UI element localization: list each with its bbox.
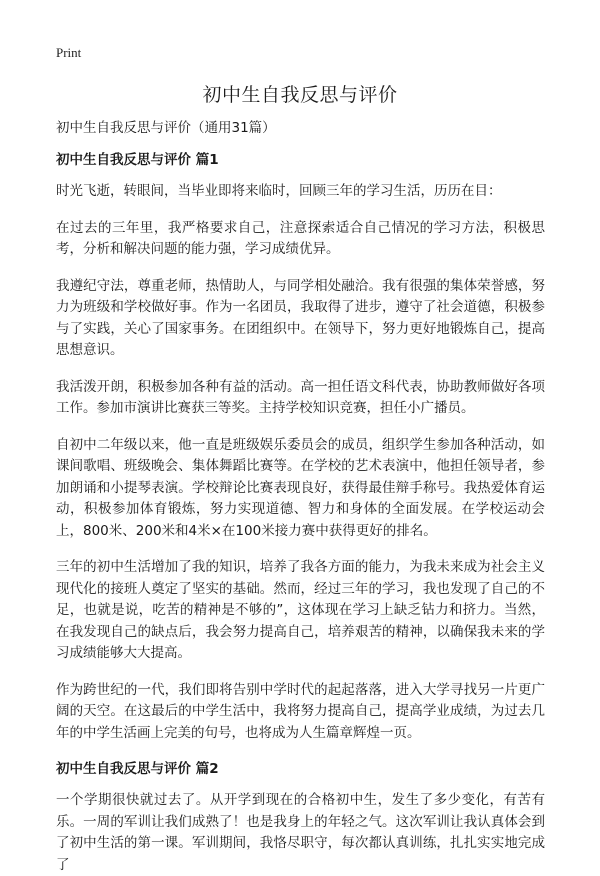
paragraph: 作为跨世纪的一代，我们即将告别中学时代的起起落落，进入大学寻找另一片更广阔的天空。在这最后的中学生活中，我将努力提高自己，提高学业成绩，为过去几年的中学生活画上完美的句号，也将成为人生篇章辉煌一页。 bbox=[56, 681, 545, 741]
paragraph: 我遵纪守法，尊重老师，热情助人，与同学相处融洽。我有很强的集体荣誉感，努力为班级和学校做好事。作为一名团员，我取得了进步，遵守了社会道德，积极参与了实践，关心了国家事务。在团组织中。在领导下，努力更好地锻炼自己，提高思想意识。 bbox=[56, 277, 545, 358]
paragraph: 三年的初中生活增加了我的知识，培养了我各方面的能力，为我未来成为社会主义现代化的接班人奠定了坚实的基础。然而，经过三年的学习，我也发现了自己的不足，也就是说，吃苦的精神是不够的”，这体现在学习上缺乏钻力和挤力。当然，在我发现自己的缺点后，我会努力提高自己，培养艰苦的精神，以确保我未来的学习成绩能够大大提高。 bbox=[56, 559, 545, 661]
section-heading: 初中生自我反思与评价 篇2 bbox=[56, 761, 219, 777]
paragraph: 一个学期很快就过去了。从开学到现在的合格初中生，发生了多少变化，有苦有乐。一周的军训让我们成熟了！也是我身上的年轻之气。这次军训让我认真体会到了初中生活的第一课。军训期间，我恪尽职守，每次都认真训练，扎扎实实地完成了 bbox=[56, 792, 545, 873]
paragraph: 在过去的三年里，我严格要求自己，注意探索适合自己情况的学习方法，积极思考，分析和解决问题的能力强，学习成绩优异。 bbox=[56, 219, 545, 257]
print-link[interactable]: Print bbox=[56, 45, 82, 60]
paragraph: 自初中二年级以来，他一直是班级娱乐委员会的成员，组织学生参加各种活动，如课间歌唱、班级晚会、集体舞蹈比赛等。在学校的艺术表演中，他担任领导者，参加朗诵和小提琴表演。学校辩论比赛表现良好，获得最佳辩手称号。我热爱体育运动，积极参加体育锻炼，努力实现道德、智力和身体的全面发展。在学校运动会上，800米、200米和4米×在100米接力赛中获得更好的排名。 bbox=[56, 436, 545, 539]
section-heading: 初中生自我反思与评价 篇1 bbox=[56, 152, 219, 168]
document-subtitle: 初中生自我反思与评价（通用31篇） bbox=[56, 120, 276, 136]
page-title: 初中生自我反思与评价 bbox=[202, 84, 398, 106]
section-1 bbox=[56, 150, 545, 744]
paragraph: 时光飞逝，转眼间，当毕业即将来临时，回顾三年的学习生活，历历在目： bbox=[56, 183, 502, 199]
section-2 bbox=[56, 759, 545, 876]
document-body bbox=[56, 118, 545, 876]
paragraph: 我活泼开朗，积极参加各种有益的活动。高一担任语文科代表，协助教师做好各项工作。参加市演讲比赛获三等奖。主持学校知识竞赛，担任小广播员。 bbox=[56, 378, 545, 416]
